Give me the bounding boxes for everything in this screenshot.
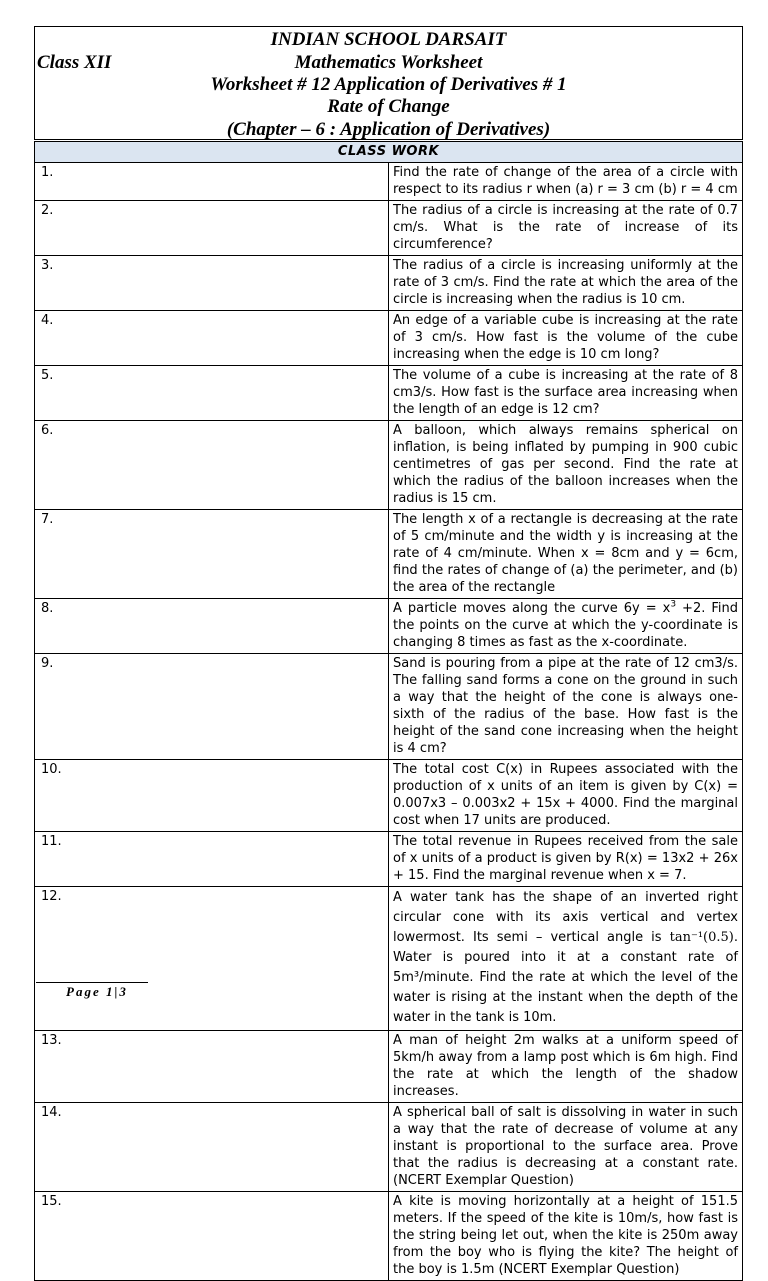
question-text bbox=[389, 887, 743, 1031]
question-text bbox=[389, 599, 743, 654]
question-number: 10. bbox=[35, 760, 389, 832]
question-table bbox=[34, 141, 743, 1281]
question-row bbox=[35, 760, 743, 832]
question-text: The total cost C(x) in Rupees associated with the production of x units of an item is given by C(x) = 0.007x3 – 0.003x2 + 15x + 4000. Find the marginal cost when 17 units are produced. bbox=[389, 760, 743, 832]
chapter-title: (Chapter – 6 : Application of Derivatives) bbox=[226, 119, 551, 140]
school-name: INDIAN SCHOOL DARSAIT bbox=[270, 29, 507, 50]
question-number: 4. bbox=[35, 311, 389, 366]
question-row bbox=[35, 366, 743, 421]
question-number: 11. bbox=[35, 832, 389, 887]
exponent: 3 bbox=[670, 599, 677, 610]
question-number: 9. bbox=[35, 654, 389, 760]
topic-title: Rate of Change bbox=[327, 96, 450, 117]
subject-title: Mathematics Worksheet bbox=[294, 52, 483, 73]
question-row bbox=[35, 163, 743, 201]
question-row bbox=[35, 510, 743, 599]
question-text: The volume of a cube is increasing at the rate of 8 cm3/s. How fast is the surface area increasing when the length of an edge is 12 cm? bbox=[389, 366, 743, 421]
question-text: Sand is pouring from a pipe at the rate of 12 cm3/s. The falling sand forms a cone on the ground in such a way that the height of the cone is always one-sixth of the radius of the base. How fast is the height of the sand cone increasing when the height is 4 cm? bbox=[389, 654, 743, 760]
worksheet-header bbox=[34, 26, 743, 140]
question-text: A spherical ball of salt is dissolving in water in such a way that the rate of decrease of volume at any instant is proportional to the surface area. Prove that the radius is decreasing at a constant rate. (NCERT Exemplar Question) bbox=[389, 1103, 743, 1192]
question-text: A balloon, which always remains spherical on inflation, is being inflated by pumping in 900 cubic centimetres of gas per second. Find the rate at which the radius of the balloon increases when the radius is 15 cm. bbox=[389, 421, 743, 510]
question-text: Find the rate of change of the area of a circle with respect to its radius r when (a) r = 3 cm (b) r = 4 cm bbox=[389, 163, 743, 201]
class-label: Class XII bbox=[37, 52, 112, 73]
question-number: 6. bbox=[35, 421, 389, 510]
question-text-part: A water tank has the shape of an inverted right circular cone with its axis vertical and vertex lowermost. Its semi – vertical angle is bbox=[393, 890, 738, 945]
question-number: 3. bbox=[35, 256, 389, 311]
question-text-part: +2. Find the points on the curve at which the y-coordinate is changing 8 times as fast as the x-coordinate. bbox=[393, 601, 738, 650]
question-row bbox=[35, 654, 743, 760]
question-text: A man of height 2m walks at a uniform speed of 5km/h away from a lamp post which is 6m high. Find the rate at which the length of the shadow increases. bbox=[389, 1031, 743, 1103]
question-text: The radius of a circle is increasing uniformly at the rate of 3 cm/s. Find the rate at which the area of the circle is increasing when the radius is 10 cm. bbox=[389, 256, 743, 311]
question-row bbox=[35, 256, 743, 311]
question-number: 7. bbox=[35, 510, 389, 599]
section-header-row bbox=[35, 142, 743, 163]
question-text-part: A particle moves along the curve 6y = x bbox=[393, 601, 671, 616]
question-text: The total revenue in Rupees received from the sale of x units of a product is given by R(x) = 13x2 + 26x + 15. Find the marginal revenue when x = 7. bbox=[389, 832, 743, 887]
question-row bbox=[35, 599, 743, 654]
question-number: 2. bbox=[35, 201, 389, 256]
question-number: 1. bbox=[35, 163, 389, 201]
question-text-part: . Water is poured into it at a constant rate of 5m³/minute. Find the rate at which the level of the water is rising at the instant when the depth of the water in the tank is 10m. bbox=[393, 930, 738, 1025]
question-number: 8. bbox=[35, 599, 389, 654]
question-row bbox=[35, 832, 743, 887]
question-row bbox=[35, 887, 743, 1031]
question-row bbox=[35, 1103, 743, 1192]
page-footer: Page 1|3 bbox=[36, 982, 148, 1000]
question-number: 14. bbox=[35, 1103, 389, 1192]
math-expression: tan⁻¹(0.5) bbox=[669, 930, 734, 945]
question-text: An edge of a variable cube is increasing at the rate of 3 cm/s. How fast is the volume of the cube increasing when the edge is 10 cm long? bbox=[389, 311, 743, 366]
question-row bbox=[35, 311, 743, 366]
question-number: 13. bbox=[35, 1031, 389, 1103]
question-number: 12. bbox=[35, 887, 389, 1031]
question-row bbox=[35, 1192, 743, 1281]
question-row bbox=[35, 201, 743, 256]
question-row bbox=[35, 421, 743, 510]
question-number: 15. bbox=[35, 1192, 389, 1281]
question-row bbox=[35, 1031, 743, 1103]
question-number: 5. bbox=[35, 366, 389, 421]
worksheet-title: Worksheet # 12 Application of Derivatives # 1 bbox=[210, 74, 567, 95]
section-title: CLASS WORK bbox=[35, 142, 743, 163]
question-text: The radius of a circle is increasing at the rate of 0.7 cm/s. What is the rate of increase of its circumference? bbox=[389, 201, 743, 256]
question-text: The length x of a rectangle is decreasing at the rate of 5 cm/minute and the width y is increasing at the rate of 4 cm/minute. When x = 8cm and y = 6cm, find the rates of change of (a) the perimeter, and (b) the area of the rectangle bbox=[389, 510, 743, 599]
question-text: A kite is moving horizontally at a height of 151.5 meters. If the speed of the kite is 10m/s, how fast is the string being let out, when the kite is 250m away from the boy who is flying the kite? The height of the boy is 1.5m (NCERT Exemplar Question) bbox=[389, 1192, 743, 1281]
